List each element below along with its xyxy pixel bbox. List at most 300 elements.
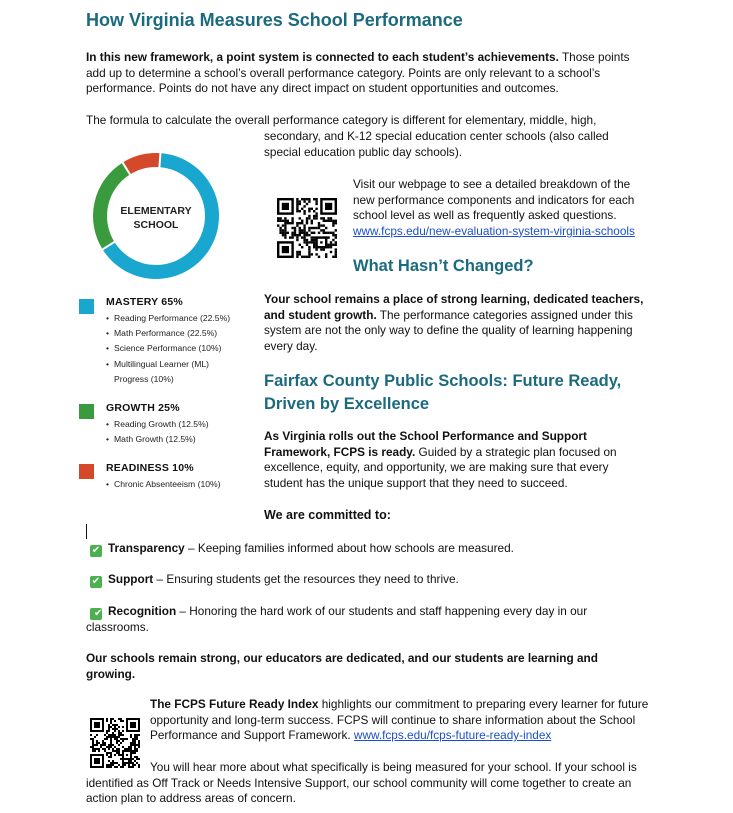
qr-module bbox=[118, 718, 120, 720]
qr-module bbox=[108, 746, 110, 748]
qr-module bbox=[320, 241, 322, 243]
qr-module bbox=[296, 234, 298, 236]
qr-module bbox=[299, 229, 301, 231]
qr-module bbox=[134, 750, 136, 752]
qr-module bbox=[134, 742, 136, 744]
qr-module bbox=[96, 740, 98, 742]
qr-module bbox=[134, 736, 136, 738]
webpage-link[interactable]: www.fcps.edu/new-evaluation-system-virginia-schools bbox=[353, 223, 635, 238]
qr-module bbox=[118, 744, 120, 746]
qr-module bbox=[308, 208, 310, 210]
qr-module bbox=[303, 200, 305, 202]
qr-module bbox=[330, 251, 332, 253]
qr-module bbox=[296, 224, 298, 226]
qr-module bbox=[130, 722, 136, 728]
qr-module bbox=[303, 227, 305, 229]
qr-module bbox=[96, 748, 98, 750]
qr-module bbox=[296, 251, 298, 253]
qr-module bbox=[335, 222, 337, 224]
qr-module bbox=[94, 748, 96, 750]
qr-module bbox=[287, 232, 289, 234]
qr-module bbox=[284, 217, 286, 219]
qr-module bbox=[308, 200, 310, 202]
qr-module bbox=[320, 229, 322, 231]
webpage-text: Visit our webpage to see a detailed breakdown of the new performance components and indicators for each school level as well as frequently asked questions. bbox=[353, 177, 635, 223]
qr-module bbox=[323, 229, 325, 231]
qr-module bbox=[296, 210, 298, 212]
qr-module bbox=[277, 217, 279, 219]
qr-module bbox=[313, 239, 315, 241]
qr-module bbox=[296, 208, 298, 210]
qr-module bbox=[313, 244, 315, 246]
qr-module bbox=[308, 198, 310, 200]
final-paragraph bbox=[86, 760, 651, 807]
qr-module bbox=[291, 236, 293, 238]
qr-module bbox=[114, 728, 116, 730]
qr-module bbox=[291, 227, 293, 229]
qr-module bbox=[106, 718, 108, 720]
qr-module bbox=[284, 234, 286, 236]
qr-module bbox=[108, 730, 110, 732]
qr-module bbox=[332, 222, 334, 224]
list-item: • Multilingual Learner (ML) bbox=[106, 357, 230, 372]
qr-module bbox=[106, 738, 108, 740]
qr-module bbox=[120, 738, 122, 740]
qr-module bbox=[118, 730, 120, 732]
qr-module bbox=[134, 748, 136, 750]
qr-module bbox=[134, 756, 136, 758]
qr-module bbox=[296, 200, 298, 202]
qr-module bbox=[315, 253, 317, 255]
qr-module bbox=[94, 744, 96, 746]
qr-module bbox=[110, 742, 112, 744]
qr-module bbox=[301, 220, 303, 222]
qr-module bbox=[301, 256, 303, 258]
qr-module bbox=[128, 748, 130, 750]
qr-module bbox=[289, 222, 291, 224]
qr-module bbox=[325, 220, 327, 222]
qr-module bbox=[303, 232, 305, 234]
qr-module bbox=[136, 750, 138, 752]
qr-module bbox=[102, 742, 104, 744]
qr-module bbox=[114, 754, 116, 756]
qr-module bbox=[94, 750, 96, 752]
qr-module bbox=[313, 198, 315, 200]
qr-module bbox=[335, 256, 337, 258]
commitment-title: Support bbox=[108, 572, 154, 586]
qr-module bbox=[98, 748, 100, 750]
qr-module bbox=[112, 750, 114, 752]
qr-module bbox=[112, 744, 114, 746]
qr-module bbox=[114, 736, 116, 738]
qr-module bbox=[114, 746, 116, 748]
qr-module bbox=[116, 742, 118, 744]
mastery-heading: MASTERY 65% bbox=[106, 296, 183, 308]
qr-module bbox=[114, 750, 116, 752]
list-item: • Science Performance (10%) bbox=[106, 341, 230, 356]
readiness-heading: READINESS 10% bbox=[106, 462, 194, 474]
qr-module bbox=[320, 217, 322, 219]
qr-module bbox=[118, 732, 120, 734]
commitment-recognition bbox=[86, 604, 616, 636]
qr-module bbox=[303, 241, 305, 243]
qr-module bbox=[327, 232, 329, 234]
qr-module bbox=[108, 748, 110, 750]
qr-module bbox=[284, 232, 286, 234]
qr-module bbox=[332, 234, 334, 236]
donut-label-line2: SCHOOL bbox=[133, 219, 179, 231]
text-cursor bbox=[86, 524, 87, 539]
qr-module bbox=[104, 734, 106, 736]
qr-module bbox=[132, 740, 134, 742]
qr-module bbox=[315, 198, 317, 200]
qr-module bbox=[335, 236, 337, 238]
qr-module bbox=[299, 200, 301, 202]
qr-module bbox=[327, 236, 329, 238]
fcps-paragraph bbox=[264, 429, 644, 491]
qr-module bbox=[311, 241, 313, 243]
qr-module bbox=[296, 203, 298, 205]
qr-module bbox=[138, 734, 140, 736]
qr-module bbox=[315, 227, 317, 229]
qr-module bbox=[122, 720, 124, 722]
qr-module bbox=[291, 232, 293, 234]
qr-module bbox=[96, 734, 98, 736]
commitment-title: Transparency bbox=[108, 541, 185, 555]
qr-module bbox=[132, 742, 134, 744]
qr-module bbox=[301, 232, 303, 234]
qr-module bbox=[112, 732, 114, 734]
qr-module bbox=[308, 251, 310, 253]
formula-line-2: secondary, and K-12 special education center schools (also called special education public day schools). bbox=[264, 129, 609, 159]
qr-module bbox=[291, 222, 293, 224]
qr-module bbox=[325, 232, 327, 234]
qr-module bbox=[136, 744, 138, 746]
qr-module bbox=[110, 754, 112, 756]
qr-module bbox=[313, 246, 315, 248]
qr-module bbox=[114, 724, 116, 726]
formula-line-1: The formula to calculate the overall performance category is different for elementary, middle, high, bbox=[86, 113, 597, 127]
qr-module bbox=[134, 740, 136, 742]
qr-module bbox=[122, 734, 124, 736]
fcps-heading-line1: Fairfax County Public Schools: Future Ready, bbox=[264, 372, 622, 390]
qr-module bbox=[282, 234, 284, 236]
qr-module bbox=[313, 227, 315, 229]
qr-module bbox=[296, 198, 298, 200]
qr-module bbox=[303, 229, 305, 231]
qr-module bbox=[136, 748, 138, 750]
qr-module bbox=[138, 740, 140, 742]
qr-module bbox=[118, 752, 120, 754]
qr-module bbox=[299, 251, 301, 253]
qr-module bbox=[104, 742, 106, 744]
qr-module bbox=[291, 234, 293, 236]
qr-module bbox=[122, 746, 124, 748]
qr-module bbox=[106, 730, 108, 732]
qr-module bbox=[306, 220, 308, 222]
qr-module bbox=[299, 227, 301, 229]
qr-module bbox=[122, 738, 124, 740]
qr-module bbox=[116, 752, 118, 754]
qr-module bbox=[308, 256, 310, 258]
qr-module bbox=[299, 217, 301, 219]
index-link[interactable]: www.fcps.edu/fcps-future-ready-index bbox=[353, 728, 552, 743]
qr-module bbox=[108, 728, 110, 730]
qr-module bbox=[114, 734, 116, 736]
qr-code-webpage[interactable] bbox=[277, 198, 337, 258]
qr-module bbox=[279, 227, 281, 229]
qr-module bbox=[122, 740, 124, 742]
qr-module bbox=[325, 227, 327, 229]
qr-module bbox=[110, 756, 112, 758]
qr-module bbox=[118, 726, 120, 728]
donut-label-line1: ELEMENTARY bbox=[120, 205, 192, 217]
qr-module bbox=[124, 748, 126, 750]
qr-module bbox=[282, 224, 284, 226]
qr-module bbox=[294, 229, 296, 231]
growth-heading: GROWTH 25% bbox=[106, 402, 180, 414]
list-item: • Reading Performance (22.5%) bbox=[106, 311, 230, 326]
qr-module bbox=[325, 253, 327, 255]
qr-module bbox=[323, 217, 325, 219]
readiness-list bbox=[106, 477, 221, 492]
qr-module bbox=[116, 736, 118, 738]
qr-module bbox=[306, 244, 308, 246]
qr-module bbox=[94, 736, 96, 738]
qr-module bbox=[126, 754, 128, 756]
fcps-text: Guided by a strategic plan focused on excellence, equity, and opportunity, we are making sure that every student has the unique support that they need to succeed. bbox=[264, 444, 617, 490]
qr-module bbox=[284, 227, 286, 229]
qr-module bbox=[289, 236, 291, 238]
qr-module bbox=[100, 746, 102, 748]
qr-module bbox=[287, 222, 289, 224]
qr-module bbox=[92, 744, 94, 746]
qr-module bbox=[112, 728, 114, 730]
qr-module bbox=[311, 239, 313, 241]
qr-module bbox=[306, 241, 308, 243]
qr-module bbox=[303, 210, 305, 212]
qr-module bbox=[323, 220, 325, 222]
qr-module bbox=[132, 744, 134, 746]
qr-module bbox=[108, 756, 110, 758]
qr-module bbox=[313, 217, 315, 219]
unchanged-text: The performance categories assigned under this system are not the only way to define the quality of learning happening every day. bbox=[264, 307, 633, 353]
qr-module bbox=[132, 750, 134, 752]
list-item: • Reading Growth (12.5%) bbox=[106, 417, 209, 432]
qr-module bbox=[90, 738, 92, 740]
qr-module bbox=[294, 227, 296, 229]
qr-module bbox=[118, 740, 120, 742]
qr-module bbox=[330, 232, 332, 234]
index-bold: The FCPS Future Ready Index bbox=[150, 697, 319, 711]
qr-module bbox=[116, 748, 118, 750]
qr-module bbox=[315, 217, 317, 219]
qr-module bbox=[130, 736, 132, 738]
qr-module bbox=[311, 222, 313, 224]
commitment-transparency bbox=[90, 541, 650, 557]
qr-module bbox=[323, 248, 325, 250]
qr-module bbox=[279, 217, 281, 219]
qr-module bbox=[114, 720, 116, 722]
unchanged-bold: Your school remains a place of strong learning, dedicated teachers, and student growth. bbox=[264, 292, 644, 322]
qr-module bbox=[102, 744, 104, 746]
qr-module bbox=[128, 746, 130, 748]
qr-module bbox=[132, 752, 134, 754]
qr-module bbox=[112, 748, 114, 750]
qr-module bbox=[306, 198, 308, 200]
qr-module bbox=[291, 220, 293, 222]
qr-module bbox=[327, 217, 329, 219]
qr-module bbox=[112, 718, 114, 720]
qr-module bbox=[335, 248, 337, 250]
qr-module bbox=[311, 208, 313, 210]
qr-module bbox=[120, 720, 122, 722]
qr-module bbox=[313, 241, 315, 243]
qr-module bbox=[303, 236, 305, 238]
qr-module bbox=[296, 256, 298, 258]
qr-module bbox=[108, 736, 110, 738]
qr-module bbox=[102, 748, 104, 750]
qr-module bbox=[118, 734, 120, 736]
qr-module bbox=[116, 750, 118, 752]
qr-module bbox=[308, 210, 310, 212]
qr-module bbox=[315, 248, 317, 250]
qr-module bbox=[118, 754, 120, 756]
qr-module bbox=[294, 232, 296, 234]
qr-module bbox=[325, 203, 332, 210]
qr-module bbox=[106, 736, 108, 738]
qr-module bbox=[282, 203, 289, 210]
qr-module bbox=[335, 253, 337, 255]
qr-module bbox=[138, 744, 140, 746]
qr-module bbox=[330, 244, 332, 246]
qr-module bbox=[106, 754, 108, 756]
qr-module bbox=[308, 215, 310, 217]
page-title: How Virginia Measures School Performance bbox=[86, 10, 463, 30]
qr-module bbox=[313, 210, 315, 212]
commitment-title: Recognition bbox=[108, 604, 177, 618]
qr-module bbox=[330, 217, 332, 219]
qr-module bbox=[112, 734, 114, 736]
qr-module bbox=[311, 236, 313, 238]
qr-module bbox=[104, 750, 106, 752]
qr-module bbox=[114, 730, 116, 732]
qr-module bbox=[92, 746, 94, 748]
qr-module bbox=[325, 256, 327, 258]
qr-module bbox=[126, 738, 128, 740]
qr-module bbox=[284, 220, 286, 222]
qr-module bbox=[284, 224, 286, 226]
unchanged-paragraph bbox=[264, 292, 649, 354]
qr-module bbox=[311, 232, 313, 234]
qr-module bbox=[320, 248, 322, 250]
qr-module bbox=[98, 750, 100, 752]
qr-module bbox=[291, 217, 293, 219]
qr-module bbox=[134, 744, 136, 746]
qr-module bbox=[90, 734, 92, 736]
qr-module bbox=[311, 227, 313, 229]
qr-module bbox=[299, 222, 301, 224]
qr-module bbox=[315, 208, 317, 210]
qr-module bbox=[299, 244, 301, 246]
qr-module bbox=[306, 256, 308, 258]
qr-module bbox=[332, 220, 334, 222]
qr-module bbox=[110, 722, 112, 724]
commitment-text: – Keeping families informed about how schools are measured. bbox=[184, 541, 514, 555]
qr-module bbox=[96, 744, 98, 746]
qr-module bbox=[114, 726, 116, 728]
qr-module bbox=[287, 220, 289, 222]
qr-module bbox=[330, 241, 332, 243]
list-item: • Math Performance (22.5%) bbox=[106, 326, 230, 341]
qr-module bbox=[122, 730, 124, 732]
qr-module bbox=[308, 234, 310, 236]
qr-module bbox=[306, 232, 308, 234]
qr-module bbox=[116, 728, 118, 730]
fcps-heading-line2: Driven by Excellence bbox=[264, 395, 430, 413]
qr-module bbox=[318, 222, 320, 224]
qr-module bbox=[303, 205, 305, 207]
qr-module bbox=[306, 217, 308, 219]
qr-module bbox=[120, 732, 122, 734]
qr-module bbox=[323, 232, 325, 234]
qr-module bbox=[110, 736, 112, 738]
fcps-heading bbox=[264, 370, 621, 416]
qr-module bbox=[92, 750, 94, 752]
qr-module bbox=[306, 203, 308, 205]
qr-module bbox=[110, 744, 112, 746]
qr-module bbox=[306, 239, 308, 241]
elementary-donut-chart bbox=[92, 152, 220, 280]
qr-module bbox=[323, 224, 325, 226]
qr-module bbox=[92, 742, 94, 744]
readiness-swatch bbox=[79, 464, 94, 479]
qr-module bbox=[130, 748, 132, 750]
qr-module bbox=[282, 229, 284, 231]
qr-module bbox=[108, 724, 110, 726]
qr-module bbox=[136, 736, 138, 738]
qr-module bbox=[108, 734, 110, 736]
growth-swatch bbox=[79, 404, 94, 419]
qr-module bbox=[313, 215, 315, 217]
mastery-swatch bbox=[79, 299, 94, 314]
qr-module bbox=[308, 227, 310, 229]
qr-module bbox=[116, 740, 118, 742]
qr-module bbox=[120, 718, 122, 720]
intro-paragraph bbox=[86, 50, 646, 97]
qr-module bbox=[296, 239, 298, 241]
qr-module bbox=[112, 736, 114, 738]
qr-module bbox=[130, 742, 132, 744]
list-item: • Math Growth (12.5%) bbox=[106, 432, 209, 447]
growth-list bbox=[106, 417, 209, 447]
final-text: You will hear more about what specifically is being measured for your school. If your school is identified as Off Track or Needs Intensive Support, our school community will come together to create an action plan to address areas of concern. bbox=[86, 760, 637, 806]
qr-module bbox=[98, 742, 100, 744]
qr-module bbox=[315, 200, 317, 202]
qr-module bbox=[118, 736, 120, 738]
qr-module bbox=[284, 229, 286, 231]
qr-module bbox=[106, 746, 108, 748]
qr-module bbox=[296, 236, 298, 238]
qr-module bbox=[126, 748, 128, 750]
qr-module bbox=[96, 742, 98, 744]
qr-module bbox=[138, 742, 140, 744]
qr-module bbox=[134, 738, 136, 740]
qr-module bbox=[108, 744, 110, 746]
qr-module bbox=[301, 246, 303, 248]
commitment-support bbox=[90, 572, 650, 588]
qr-module bbox=[282, 246, 289, 253]
